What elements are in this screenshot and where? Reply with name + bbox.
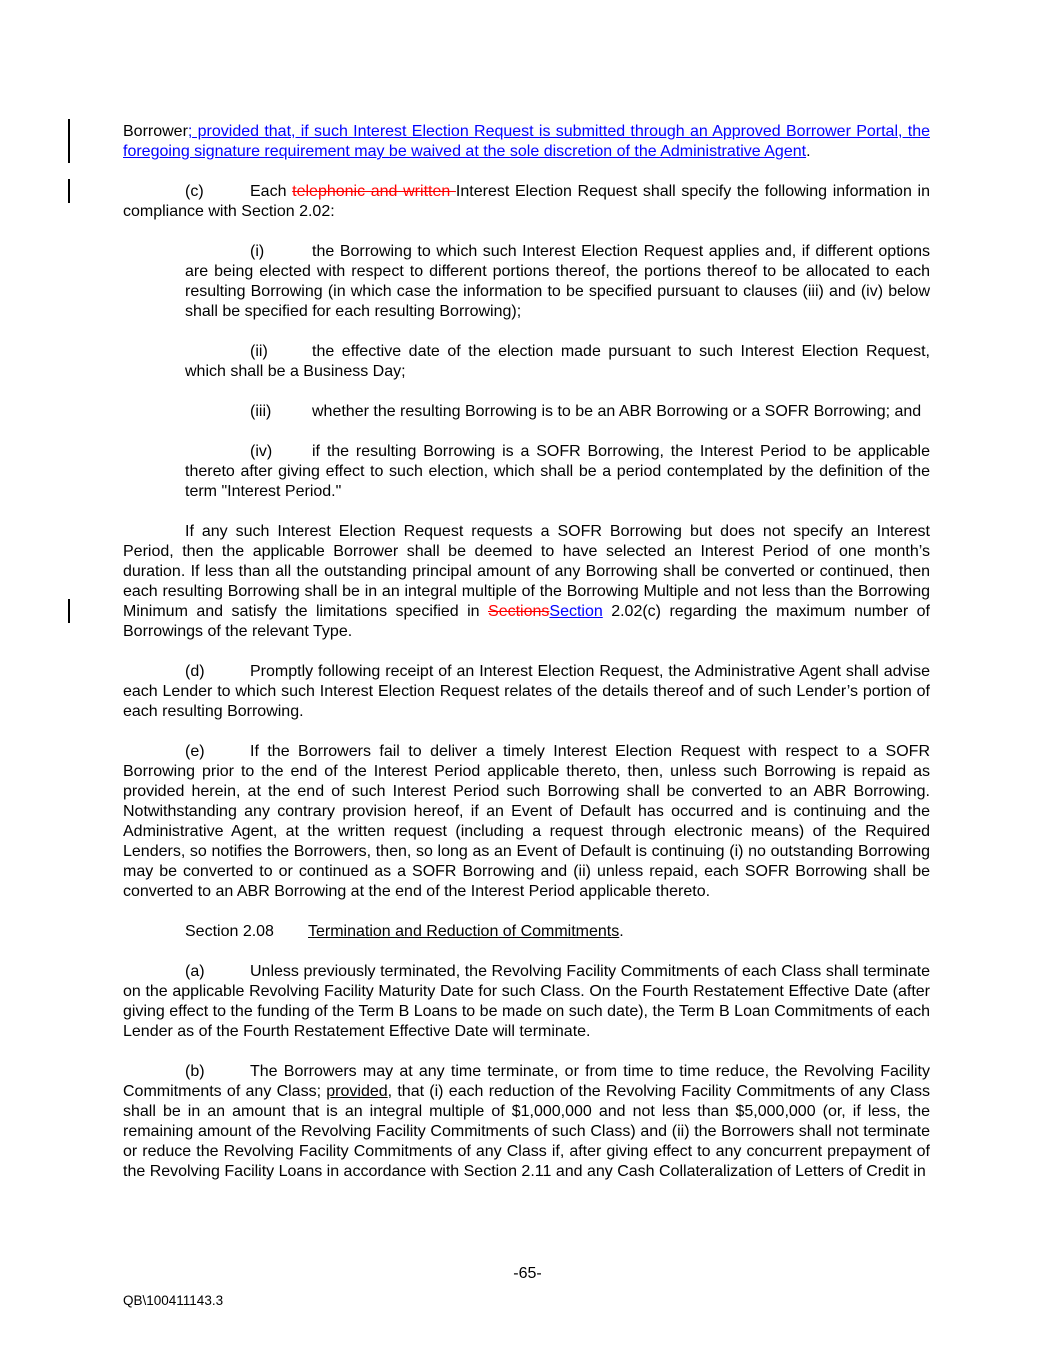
text-run-normal: the Borrowing to which such Interest Election Request applies and, if different options are being elected with respect to different portions thereof, the portions thereof to be allocated to each resulting Borrowing (in which case the information to be specified pursuant to clauses (iii) and (iv) below shall be specified for each resulting Borrowing);	[185, 243, 930, 320]
list-item-i	[185, 242, 930, 322]
text-run-normal: if the resulting Borrowing is a SOFR Borrowing, the Interest Period to be applicable thereto after giving effect to such election, which shall be a period contemplated by the definition of the term "Interest Period."	[185, 443, 930, 500]
list-item-iii	[185, 402, 930, 422]
paragraph-label: (iii)	[250, 403, 272, 420]
paragraph-label: (c)	[185, 183, 204, 200]
text-run-normal: The Borrowers may at any time terminate, or from time to time reduce, the Revolving Facility Commitments of any Class;	[123, 1063, 930, 1100]
paragraph-label: (a)	[185, 963, 205, 980]
section-heading-2-08	[123, 922, 930, 942]
text-run-underline: Termination and Reduction of Commitments	[308, 923, 620, 940]
text-run-underline: provided	[326, 1083, 388, 1100]
paragraph-if-any-such	[123, 522, 930, 642]
paragraph-b	[123, 1062, 930, 1182]
paragraph-label: (b)	[185, 1063, 205, 1080]
document-id: QB\100411143.3	[123, 1293, 224, 1308]
text-run-deleted: Sections	[488, 603, 550, 620]
paragraph-label: (e)	[185, 743, 205, 760]
text-run-normal: , that (i) each reduction of the Revolving Facility Commitments of any Class shall be in an amount that is an integral multiple of $1,000,000 and not less than $5,000,000 (or, if less, the remaining amount of the Revolving Facility Commitments of such Class) and (ii) the Borrowers shall not terminate or reduce the Revolving Facility Commitments of any Class if, after giving effect to any concurrent prepayment of the Revolving Facility Loans in accordance with Section 2.11 and any Cash Collateralization of Letters of Credit in	[123, 1083, 930, 1180]
text-run-deleted: telephonic and written	[292, 183, 456, 200]
text-run-normal: Borrower	[123, 123, 188, 140]
text-run-normal: Promptly following receipt of an Interest Election Request, the Administrative Agent shall advise each Lender to which such Interest Election Request relates of the details thereof and of such Lender’s portion of each resulting Borrowing.	[123, 663, 930, 720]
text-run-normal: .	[619, 923, 624, 940]
list-item-ii	[185, 342, 930, 382]
paragraph-label: Section 2.08	[185, 923, 274, 940]
text-run-inserted: Section	[549, 603, 603, 620]
document-body	[123, 122, 930, 1202]
text-run-normal: Each	[250, 183, 293, 200]
paragraph-c	[123, 182, 930, 222]
paragraph-label: (i)	[250, 243, 265, 260]
paragraph-d	[123, 662, 930, 722]
text-run-normal: Interest Election Request shall specify the following information in compliance with Section 2.02:	[123, 183, 930, 220]
paragraph-borrower-continuation	[123, 122, 930, 162]
text-run-normal: Unless previously terminated, the Revolving Facility Commitments of each Class shall terminate on the applicable Revolving Facility Maturity Date for such Class. On the Fourth Restatement Effective Date (after giving effect to the funding of the Term B Loans to be made on such date), the Term B Loan Commitments of each Lender as of the Fourth Restatement Effective Date will terminate.	[123, 963, 930, 1040]
paragraph-label: (iv)	[250, 443, 273, 460]
text-run-normal: If the Borrowers fail to deliver a timely Interest Election Request with respect to a SOFR Borrowing prior to the end of the Interest Period applicable thereto, then, unless such Borrowing is repaid as provided herein, at the end of such Interest Period such Borrowing shall be converted to an ABR Borrowing. Notwithstanding any contrary provision hereof, if an Event of Default has occurred and is continuing and the Administrative Agent, at the written request (including a request through electronic means) of the Required Lenders, so notifies the Borrowers, then, so long as an Event of Default is continuing (i) no outstanding Borrowing may be converted to or continued as a SOFR Borrowing and (ii) unless repaid, each SOFR Borrowing shall be converted to an ABR Borrowing at the end of the Interest Period applicable thereto.	[123, 743, 930, 900]
text-run-inserted: ; provided that, if such Interest Election Request is submitted through an Approved Borrower Portal, the foregoing signature requirement may be waived at the sole discretion of the Administrative Agent	[123, 123, 930, 160]
revision-change-bar	[68, 119, 70, 163]
paragraph-a	[123, 962, 930, 1042]
text-run-normal: 2.02(c) regarding the maximum number of Borrowings of the relevant Type.	[123, 603, 930, 640]
list-item-iv	[185, 442, 930, 502]
text-run-normal: the effective date of the election made pursuant to such Interest Election Request, which shall be a Business Day;	[185, 343, 930, 380]
text-run-normal: .	[806, 143, 811, 160]
text-run-normal: If any such Interest Election Request requests a SOFR Borrowing but does not specify an Interest Period, then the applicable Borrower shall be deemed to have selected an Interest Period of one month’s duration. If less than all the outstanding principal amount of any Borrowing shall be converted or continued, then each resulting Borrowing shall be in an integral multiple of the Borrowing Multiple and not less than the Borrowing Minimum and satisfy the limitations specified in	[123, 523, 930, 620]
revision-change-bar	[68, 179, 70, 203]
text-run-normal: whether the resulting Borrowing is to be an ABR Borrowing or a SOFR Borrowing; and	[312, 403, 922, 420]
paragraph-label: (d)	[185, 663, 205, 680]
paragraph-e	[123, 742, 930, 902]
revision-change-bar	[68, 599, 70, 623]
paragraph-label: (ii)	[250, 343, 268, 360]
page-number: -65-	[513, 1265, 542, 1282]
